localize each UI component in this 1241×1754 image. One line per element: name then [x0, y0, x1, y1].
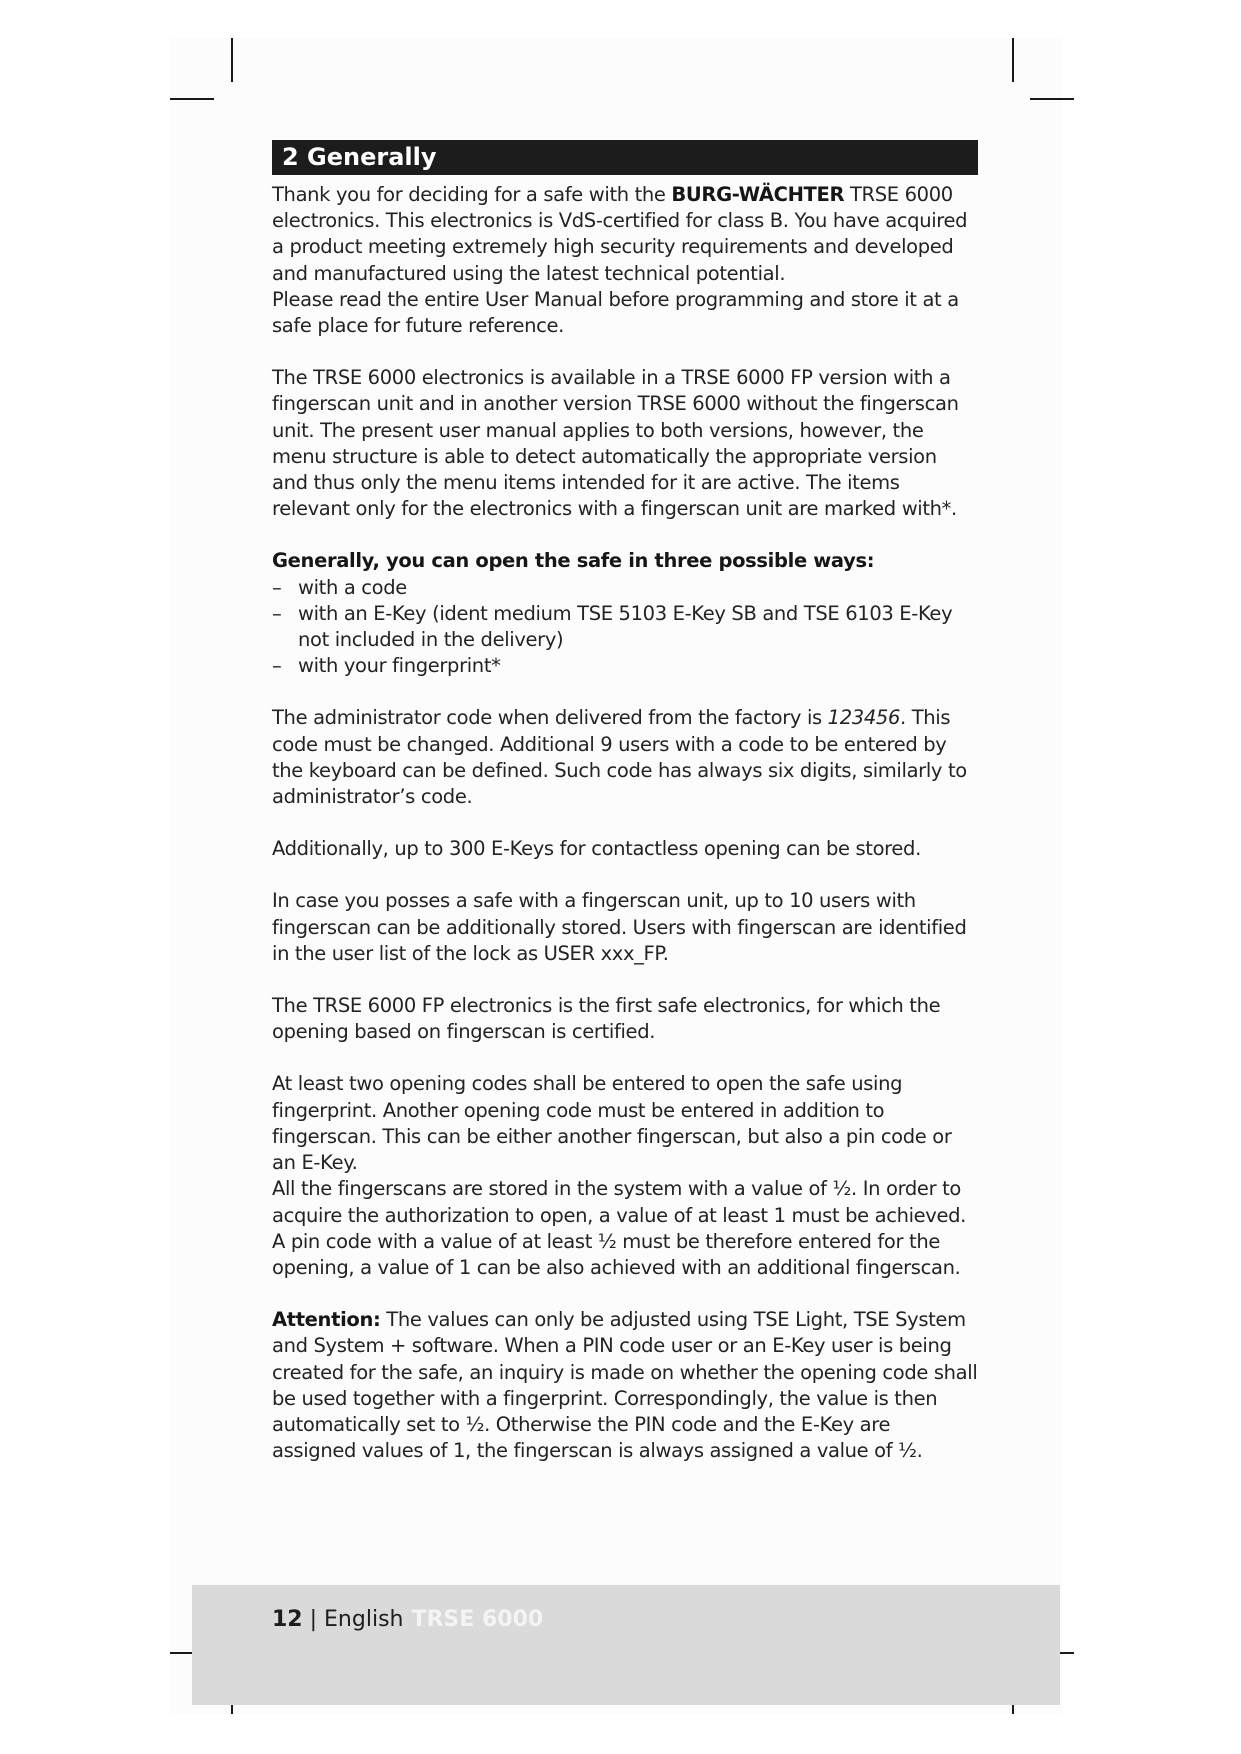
intro-paragraph: Thank you for deciding for a safe with the BURG-WÄCHTER TRSE 6000 electronics. This electronics is VdS-certified for class B. You have acquired a product meeting extremely high security requirements and developed and manufactured using the latest technical potential.	[272, 183, 968, 285]
footer-product: TRSE 6000	[411, 1607, 544, 1632]
attention-label: Attention:	[272, 1308, 381, 1332]
brand-name: BURG-WÄCHTER	[671, 183, 845, 206]
ekeys-paragraph: Additionally, up to 300 E-Keys for contactless opening can be stored.	[272, 837, 921, 861]
section-heading: 2 Generally	[272, 140, 978, 175]
opening-ways-list	[272, 575, 978, 680]
list-item: – with an E-Key (ident medium TSE 5103 E-Key SB and TSE 6103 E-Key not included in the delivery)	[272, 601, 978, 653]
page-content	[272, 140, 978, 1490]
versions-paragraph: The TRSE 6000 electronics is available in a TRSE 6000 FP version with a fingerscan unit and in another version TRSE 6000 without the fingerscan unit. The present user manual applies to both versions, however, the menu structure is able to detect automatically the appropriate version and thus only the menu items intended for it are active. The items relevant only for the electronics with a fingerscan unit are marked with*.	[272, 366, 959, 521]
list-item: – with a code	[272, 575, 978, 601]
ways-heading: Generally, you can open the safe in three possible ways:	[272, 549, 875, 573]
page-number: 12	[272, 1607, 303, 1632]
attention-paragraph: Attention: The values can only be adjusted using TSE Light, TSE System and System + software. When a PIN code user or an E-Key user is being created for the safe, an inquiry is made on whether the opening code shall be used together with a fingerprint. Correspondingly, the value is then automatically set to ½. Otherwise the PIN code and the E-Key are assigned values of 1, the fingerscan is always assigned a value of ½.	[272, 1308, 978, 1463]
crop-mark-top-right-vertical	[1012, 38, 1014, 82]
list-item: – with your fingerprint*	[272, 653, 978, 679]
footer-band	[192, 1585, 1060, 1705]
certified-paragraph: The TRSE 6000 FP electronics is the first safe electronics, for which the opening based on fingerscan is certified.	[272, 994, 941, 1044]
opening-codes-paragraph: At least two opening codes shall be entered to open the safe using fingerprint. Another opening code must be entered in addition to fingerscan. This can be either another fingerscan, but also a pin code or an E-Key.	[272, 1072, 952, 1175]
admin-code-paragraph: The administrator code when delivered from the factory is 123456. This code must be changed. Additional 9 users with a code to be entered by the keyboard can be defined. Such code has always six digits, similarly to administrator’s code.	[272, 706, 967, 809]
crop-mark-top-left-horizontal	[170, 98, 214, 100]
read-manual-paragraph: Please read the entire User Manual before programming and store it at a safe place for future reference.	[272, 287, 959, 338]
footer-separator: |	[302, 1607, 325, 1632]
fingerscan-users-paragraph: In case you posses a safe with a fingerscan unit, up to 10 users with fingerscan can be additionally stored. Users with fingerscan are identified in the user list of the lock as USER xxx_FP.	[272, 889, 967, 965]
crop-mark-top-left-vertical	[231, 38, 233, 82]
fingerscan-value-paragraph: All the fingerscans are stored in the system with a value of ½. In order to acquire the authorization to open, a value of at least 1 must be achieved. A pin code with a value of at least ½ must be therefore entered for the opening, a value of 1 can be also achieved with an additional fingerscan.	[272, 1177, 967, 1279]
crop-mark-top-right-horizontal	[1030, 98, 1074, 100]
factory-code: 123456	[827, 706, 901, 730]
footer-language: English	[324, 1607, 404, 1632]
page-footer	[272, 1605, 543, 1635]
